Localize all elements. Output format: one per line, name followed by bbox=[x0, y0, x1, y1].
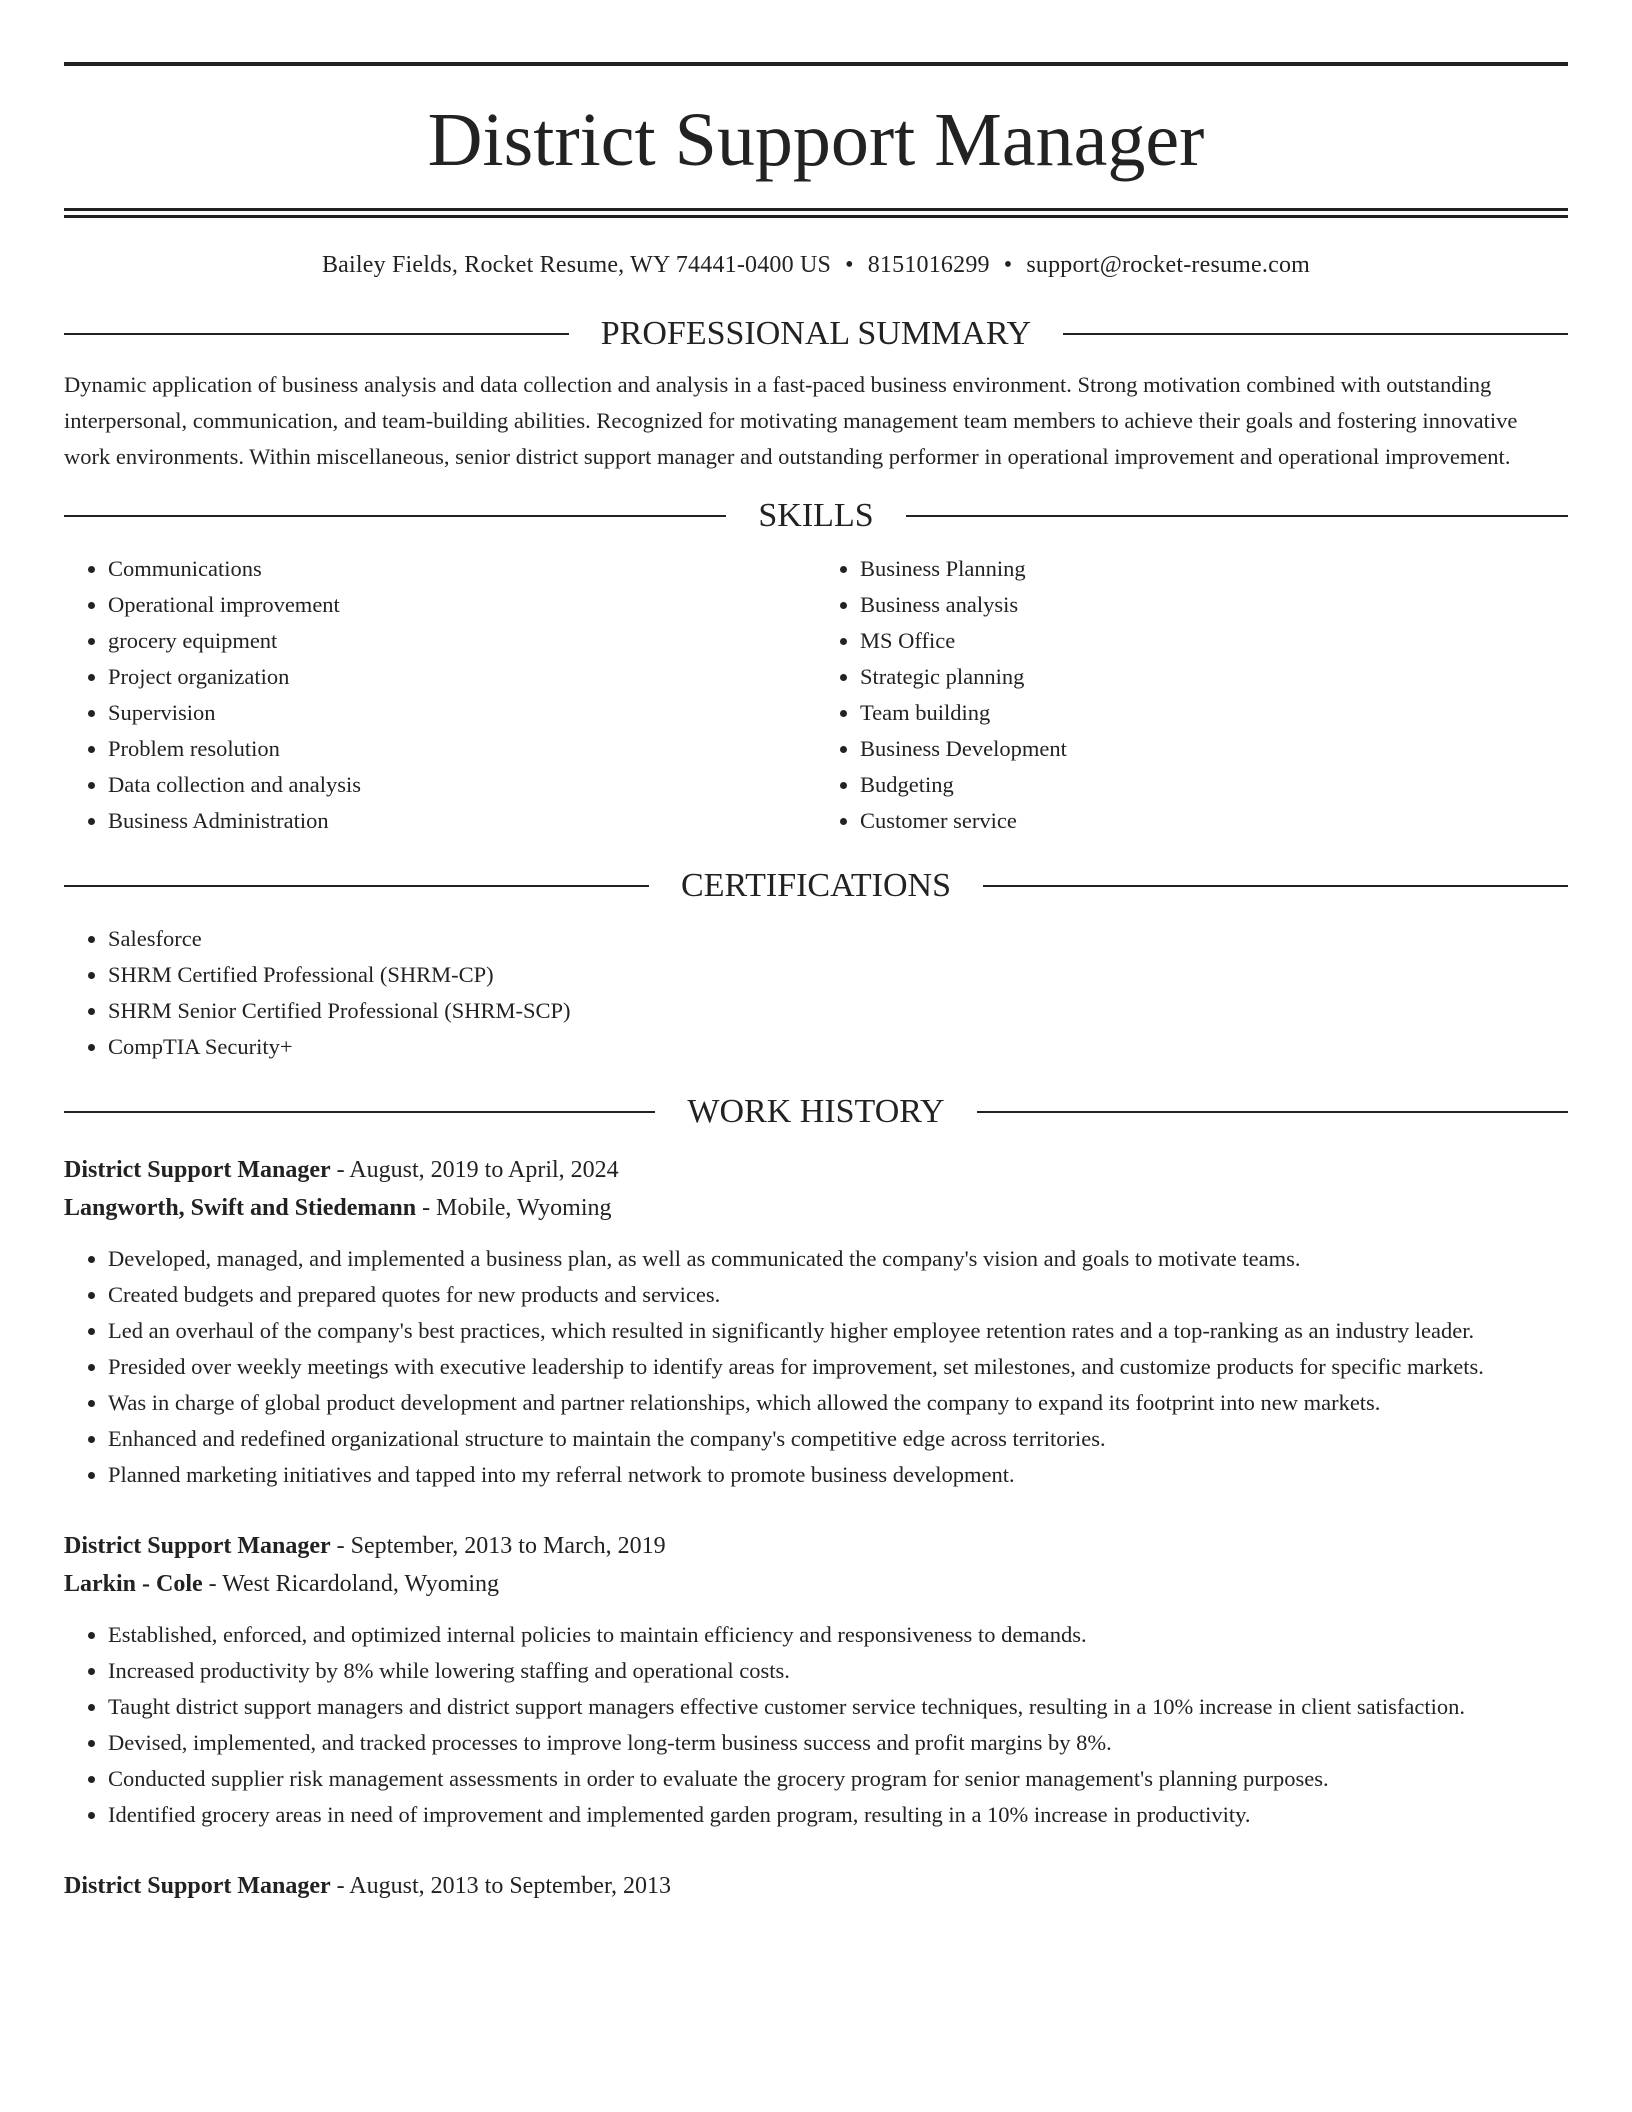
skills-list-left bbox=[64, 551, 816, 839]
heading-rule bbox=[64, 885, 649, 887]
contact-separator: • bbox=[845, 252, 854, 278]
skill-item: • Business Administration bbox=[108, 803, 816, 839]
summary-text: Dynamic application of business analysis and data collection and analysis in a fast-paced business environment. Strong motivation combined with outstanding interpersonal, communication, and team-building abilities. Recognized for motivating management team members to achieve their goals and fostering innovative work environments. Within miscellaneous, senior district support manager and outstanding performer in operational improvement and operational improvement. bbox=[64, 372, 1518, 469]
section-title: WORK HISTORY bbox=[687, 1093, 945, 1130]
skill-item: • Data collection and analysis bbox=[108, 767, 816, 803]
contact-phone: 8151016299 bbox=[867, 252, 990, 278]
work-history bbox=[64, 1151, 1568, 1905]
job-company-line bbox=[64, 1189, 1568, 1227]
skills-list-right bbox=[816, 551, 1568, 839]
job-bullet: • Planned marketing initiatives and tapped into my referral network to promote business development. bbox=[108, 1457, 1568, 1493]
resume-page bbox=[64, 0, 1568, 1905]
job-bullet: • Enhanced and redefined organizational structure to maintain the company's competitive edge across territories. bbox=[108, 1421, 1568, 1457]
skill-item: • Business Development bbox=[860, 731, 1568, 767]
job-bullet: • Conducted supplier risk management assessments in order to evaluate the grocery program for senior management's planning purposes. bbox=[108, 1761, 1568, 1797]
job-dates: - September, 2013 to March, 2019 bbox=[330, 1533, 666, 1559]
job-dates: - August, 2013 to September, 2013 bbox=[330, 1873, 671, 1899]
job-bullet: • Presided over weekly meetings with executive leadership to identify areas for improvement, set milestones, and customize products for specific markets. bbox=[108, 1349, 1568, 1385]
job-bullet: • Increased productivity by 8% while lowering staffing and operational costs. bbox=[108, 1653, 1568, 1689]
job-entry bbox=[64, 1867, 1568, 1905]
skill-item: • Customer service bbox=[860, 803, 1568, 839]
job-entry bbox=[64, 1527, 1568, 1833]
skills-columns bbox=[64, 551, 1568, 839]
section-heading-certifications bbox=[64, 869, 1568, 903]
job-bullet: • Created budgets and prepared quotes for new products and services. bbox=[108, 1277, 1568, 1313]
job-dates: - August, 2019 to April, 2024 bbox=[330, 1157, 619, 1183]
section-title: SKILLS bbox=[758, 497, 874, 534]
job-title-line bbox=[64, 1527, 1568, 1565]
header-double-rule bbox=[64, 208, 1568, 218]
skill-item: • Team building bbox=[860, 695, 1568, 731]
skill-item: • Communications bbox=[108, 551, 816, 587]
certification-item: • Salesforce bbox=[108, 921, 1568, 957]
skill-item: • Operational improvement bbox=[108, 587, 816, 623]
job-bullets bbox=[64, 1241, 1568, 1493]
section-title: CERTIFICATIONS bbox=[681, 867, 951, 904]
job-location: - West Ricardoland, Wyoming bbox=[202, 1571, 500, 1597]
heading-rule bbox=[64, 1111, 655, 1113]
job-company: Larkin - Cole bbox=[64, 1571, 203, 1597]
section-heading-work bbox=[64, 1095, 1568, 1129]
job-bullet: • Led an overhaul of the company's best practices, which resulted in significantly higher employee retention rates and a top-ranking as an industry leader. bbox=[108, 1313, 1568, 1349]
certifications-list bbox=[64, 921, 1568, 1065]
job-bullet: • Devised, implemented, and tracked processes to improve long-term business success and profit margins by 8%. bbox=[108, 1725, 1568, 1761]
certification-item: • CompTIA Security+ bbox=[108, 1029, 1568, 1065]
skill-item: • Budgeting bbox=[860, 767, 1568, 803]
skill-item: • Strategic planning bbox=[860, 659, 1568, 695]
heading-rule bbox=[983, 885, 1568, 887]
job-title-line bbox=[64, 1867, 1568, 1905]
job-company: Langworth, Swift and Stiedemann bbox=[64, 1195, 417, 1221]
skill-item: • MS Office bbox=[860, 623, 1568, 659]
contact-email: support@rocket-resume.com bbox=[1026, 252, 1311, 278]
heading-rule bbox=[64, 515, 726, 517]
skill-item: • Business Planning bbox=[860, 551, 1568, 587]
top-rule bbox=[64, 62, 1568, 66]
contact-line bbox=[64, 252, 1568, 279]
heading-rule bbox=[64, 333, 569, 335]
section-title: PROFESSIONAL SUMMARY bbox=[600, 315, 1032, 352]
certification-item: • SHRM Senior Certified Professional (SHRM-SCP) bbox=[108, 993, 1568, 1029]
job-bullet: • Established, enforced, and optimized internal policies to maintain efficiency and responsiveness to demands. bbox=[108, 1617, 1568, 1653]
job-title: District Support Manager bbox=[64, 1873, 331, 1899]
job-title: District Support Manager bbox=[64, 1157, 331, 1183]
skill-item: • Problem resolution bbox=[108, 731, 816, 767]
job-entry bbox=[64, 1151, 1568, 1493]
heading-rule bbox=[977, 1111, 1568, 1113]
job-bullet: • Was in charge of global product development and partner relationships, which allowed the company to expand its footprint into new markets. bbox=[108, 1385, 1568, 1421]
job-title-line bbox=[64, 1151, 1568, 1189]
job-company-line bbox=[64, 1565, 1568, 1603]
skill-item: • grocery equipment bbox=[108, 623, 816, 659]
heading-rule bbox=[1063, 333, 1568, 335]
job-bullets bbox=[64, 1617, 1568, 1833]
heading-rule bbox=[906, 515, 1568, 517]
skill-item: • Project organization bbox=[108, 659, 816, 695]
job-location: - Mobile, Wyoming bbox=[416, 1195, 612, 1221]
job-bullet: • Taught district support managers and district support managers effective customer service techniques, resulting in a 10% increase in client satisfaction. bbox=[108, 1689, 1568, 1725]
section-heading-summary bbox=[64, 317, 1568, 351]
certification-item: • SHRM Certified Professional (SHRM-CP) bbox=[108, 957, 1568, 993]
resume-name: District Support Manager bbox=[427, 98, 1205, 182]
job-bullet: • Identified grocery areas in need of improvement and implemented garden program, resulting in a 10% increase in productivity. bbox=[108, 1797, 1568, 1833]
contact-separator: • bbox=[1003, 252, 1013, 278]
section-heading-skills bbox=[64, 499, 1568, 533]
skill-item: • Supervision bbox=[108, 695, 816, 731]
job-bullet: • Developed, managed, and implemented a business plan, as well as communicated the company's vision and goals to motivate teams. bbox=[108, 1241, 1568, 1277]
contact-address: Bailey Fields, Rocket Resume, WY 74441-0400 US bbox=[321, 252, 832, 278]
job-title: District Support Manager bbox=[64, 1533, 331, 1559]
skill-item: • Business analysis bbox=[860, 587, 1568, 623]
